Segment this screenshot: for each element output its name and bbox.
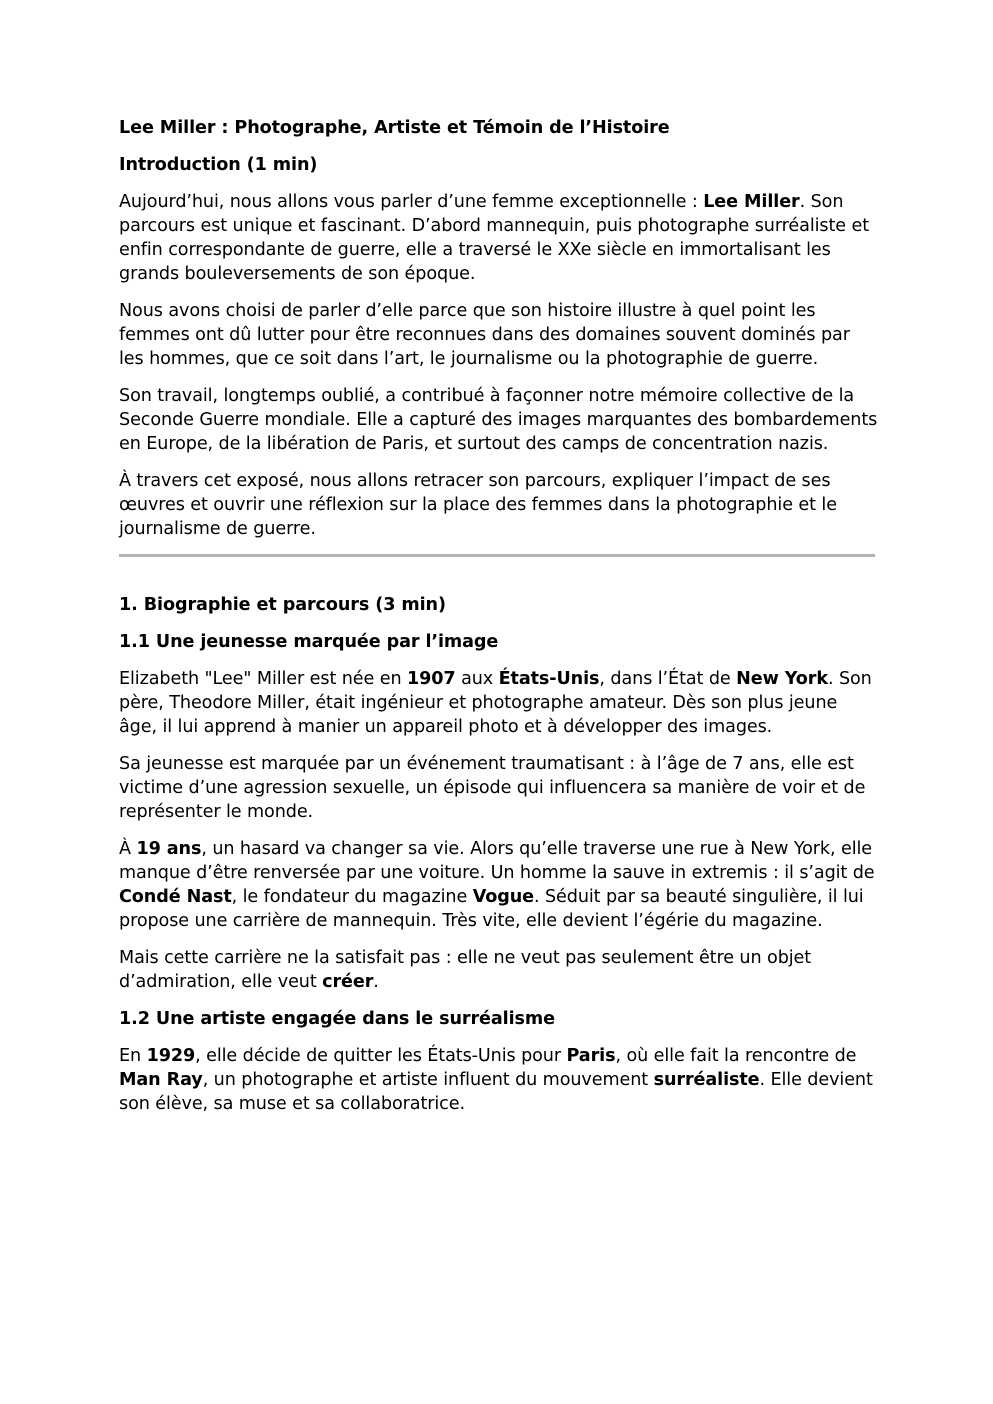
text-run: À xyxy=(119,839,137,859)
text-run: aux xyxy=(455,669,499,689)
bio-paragraph-4 xyxy=(119,946,879,994)
bio-paragraph-2: Sa jeunesse est marquée par un événement traumatisant : à l’âge de 7 ans, elle est victime d’une agression sexuelle, un épisode qui influencera sa manière de voir et de représenter le monde. xyxy=(119,754,866,822)
text-run: , elle décide de quitter les États-Unis pour xyxy=(195,1046,567,1066)
text-run: , le fondateur du magazine xyxy=(231,887,473,907)
text-run: . Séduit par sa beauté singulière, il lui propose une carrière de mannequin. Très vite, elle devient l’égérie du magazine. xyxy=(119,887,864,931)
intro-heading: Introduction (1 min) xyxy=(119,155,318,175)
section-1-heading: 1. Biographie et parcours (3 min) xyxy=(119,595,446,615)
text-run: . Elle devient son élève, sa muse et sa collaboratrice. xyxy=(119,1070,873,1114)
horizontal-rule xyxy=(119,554,875,557)
bold-run: Vogue xyxy=(472,887,534,907)
intro-paragraph-1 xyxy=(119,190,879,286)
text-run: Aujourd’hui, nous allons vous parler d’une femme exceptionnelle : xyxy=(119,192,704,212)
document-title: Lee Miller : Photographe, Artiste et Témoin de l’Histoire xyxy=(119,118,670,138)
bio-paragraph-1 xyxy=(119,667,879,739)
bold-run: Lee Miller xyxy=(703,192,800,212)
document-body xyxy=(119,116,879,1129)
bold-run: 1907 xyxy=(407,669,456,689)
bold-run: Man Ray xyxy=(119,1070,203,1090)
text-run: Elizabeth "Lee" Miller est née en xyxy=(119,669,407,689)
bold-run: surréaliste xyxy=(653,1070,760,1090)
bold-run: Condé Nast xyxy=(119,887,232,907)
subsection-1-2-heading: 1.2 Une artiste engagée dans le surréalisme xyxy=(119,1009,555,1029)
intro-paragraph-3: Son travail, longtemps oublié, a contribué à façonner notre mémoire collective de la Seconde Guerre mondiale. Elle a capturé des images marquantes des bombardements en Europe, de la libération de Paris, et surtout des camps de concentration nazis. xyxy=(119,386,878,454)
bold-run: 1929 xyxy=(146,1046,196,1066)
text-run: , où elle fait la rencontre de xyxy=(615,1046,857,1066)
text-run: En xyxy=(119,1046,147,1066)
bio-paragraph-3 xyxy=(119,837,879,933)
bold-run: Paris xyxy=(566,1046,616,1066)
intro-paragraph-2: Nous avons choisi de parler d’elle parce que son histoire illustre à quel point les femmes ont dû lutter pour être reconnues dans des domaines souvent dominés par les hommes, que ce soit dans l’art, le journalisme ou la photographie de guerre. xyxy=(119,301,850,369)
surrealism-paragraph-1 xyxy=(119,1044,879,1116)
subsection-1-1-heading: 1.1 Une jeunesse marquée par l’image xyxy=(119,632,499,652)
bold-run: 19 ans xyxy=(136,839,202,859)
text-run: . Son père, Theodore Miller, était ingénieur et photographe amateur. Dès son plus jeune âge, il lui apprend à manier un appareil photo et à développer des images. xyxy=(119,669,872,737)
intro-paragraph-4: À travers cet exposé, nous allons retracer son parcours, expliquer l’impact de ses œuvres et ouvrir une réflexion sur la place des femmes dans la photographie et le journalisme de guerre. xyxy=(119,471,837,539)
text-run: . xyxy=(373,972,379,992)
text-run: . Son parcours est unique et fascinant. D’abord mannequin, puis photographe surréaliste et enfin correspondante de guerre, elle a traversé le XXe siècle en immortalisant les grands bouleversements de son époque. xyxy=(119,192,869,284)
text-run: Mais cette carrière ne la satisfait pas : elle ne veut pas seulement être un objet d’admiration, elle veut xyxy=(119,948,812,992)
bold-run: New York xyxy=(736,669,828,689)
bold-run: créer xyxy=(322,972,374,992)
text-run: , un hasard va changer sa vie. Alors qu’elle traverse une rue à New York, elle manque d’être renversée par une voiture. Un homme la sauve in extremis : il s’agit de xyxy=(119,839,875,883)
text-run: , un photographe et artiste influent du mouvement xyxy=(202,1070,654,1090)
text-run: , dans l’État de xyxy=(599,669,737,689)
bold-run: États-Unis xyxy=(498,669,600,689)
